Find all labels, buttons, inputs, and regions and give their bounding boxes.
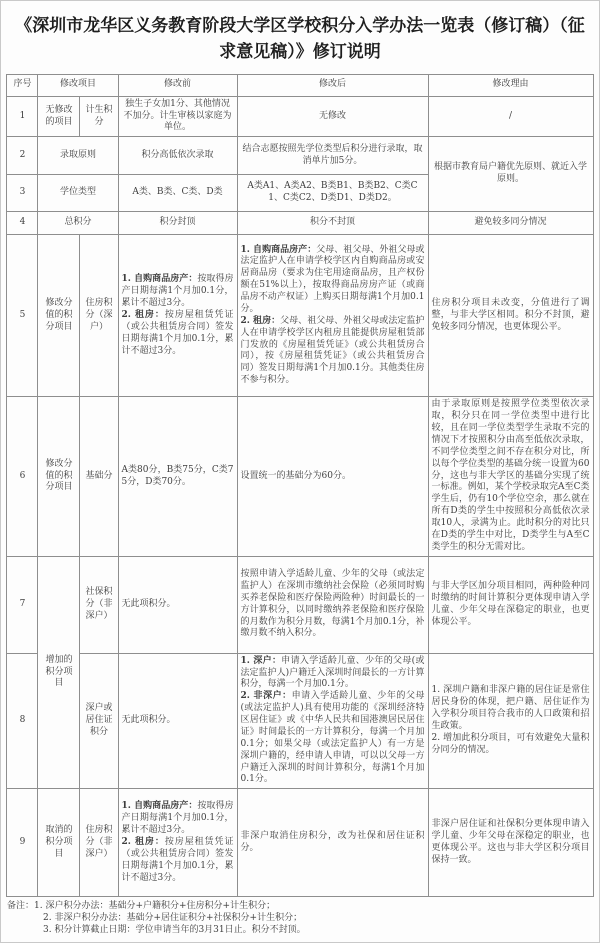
cell-group: 修改分值的积分项目 <box>38 397 80 556</box>
header-after: 修改后 <box>237 74 428 96</box>
cell-before: 无此项积分。 <box>118 653 237 789</box>
point-text: 按取得房产日期每满1个月加0.1分，累计不超过3分。 <box>121 274 234 308</box>
cell-after: 按照申请入学适龄儿童、少年的父母（或法定监护人）在深圳市缴纳社会保险（必须同时购买养老保险和医疗保险两险种）时间最长的一方计算积分，以同时缴纳养老保险和医疗保险的月数作为积分月数，每满1个月加0.1分，补缴月数不纳入积分。 <box>237 556 428 653</box>
table-row-1 <box>7 96 593 137</box>
point-text: 申请入学适龄儿童、少年的父母(或法定监护人)户籍迁入深圳时间最长的一方计算积分，每满一个月加0.1分。 <box>240 655 425 690</box>
point-lead: 2. 租房： <box>121 309 165 320</box>
cell-after: 结合志愿按照先学位类型后积分进行录取，取消单片加5分。 <box>237 137 428 175</box>
point-lead: 2. 非深户： <box>240 691 292 702</box>
cell-reason-shared: 根据市教育局户籍优先原则、就近入学原则。 <box>428 137 593 212</box>
cell-reason: 非深户居住证和社保积分更体现申请入学儿童、少年父母在深稳定的职业，也更体现公平。这也与非大学区积分项目保持一致。 <box>428 789 593 897</box>
cell-before: 积分封顶 <box>118 212 237 235</box>
cell-reason: 与非大学区加分项目相同，两种险种同时缴纳的时间计算积分更体现申请入学儿童、少年父母在深稳定的职业，也更体现公平。 <box>428 556 593 653</box>
note-line-3: 3. 积分计算截止日期：学位申请当年的3月31日止。积分不封顶。 <box>43 924 306 935</box>
cell-before: 积分高低依次录取 <box>118 137 237 175</box>
table-row-6 <box>7 397 593 556</box>
point-lead: 1. 自购商品房产： <box>121 801 198 812</box>
before-point-2 <box>122 310 234 358</box>
page-title: 《深圳市龙华区义务教育阶段大学区学校积分入学办法一览表（修订稿）（征求意见稿）》修订说明 <box>15 16 585 63</box>
header-no: 序号 <box>7 74 38 96</box>
table-row-7 <box>7 556 593 653</box>
header-before: 修改前 <box>118 74 237 96</box>
table-row-8 <box>7 653 593 789</box>
cell-before: A类、B类、C类、D类 <box>118 175 237 212</box>
note-line-1: 备注：1. 深户积分办法：基础分+户籍积分+住房积分+计生积分； <box>7 901 276 912</box>
cell-before: 独生子女加1分、其他情况不加分。计生审核以家庭为单位。 <box>118 96 237 137</box>
point-lead: 2. 租房： <box>240 315 281 326</box>
cell-after: A类A1、A类A2、B类B1、B类B2、C类C1、C类C2、D类D1、D类D2。 <box>237 175 428 212</box>
cell-sub-item: 社保积分（非深户） <box>80 556 118 653</box>
cell-no: 4 <box>7 212 38 235</box>
cell-reason: 避免较多同分情况 <box>428 212 593 235</box>
cell-sub-item: 计生积分 <box>80 96 118 137</box>
cell-after: 非深户取消住房积分，改为社保和居住证积分。 <box>237 789 428 897</box>
cell-no: 6 <box>7 397 38 556</box>
cell-item: 总积分 <box>38 212 118 235</box>
before-point-2 <box>122 837 234 885</box>
cell-before: A类80分，B类75分，C类75分，D类70分。 <box>118 397 237 556</box>
point-text: 申请入学适龄儿童、少年的父母(或法定监护人)具有使用功能的《深圳经济特区居住证》或《中华人民共和国港澳居民居住证》时间最长的一方计算积分，每满一个月加0.1分；如果父母（或法定监护人）有一方是深圳户籍的，经申请人申请，可以以父母一方户籍迁入深圳的时间计算积分，每满1个月加0.1分。 <box>240 691 425 785</box>
point-lead: 1. 深户： <box>240 655 282 666</box>
reason-point-2: 2. 增加此积分项目，可有效避免大量积分同分的情况。 <box>431 732 590 755</box>
cell-no: 7 <box>7 556 38 653</box>
point-lead: 1. 自购商品房产： <box>121 274 198 285</box>
cell-sub-item: 住房积分（非深户） <box>80 789 118 897</box>
header-reason: 修改理由 <box>428 74 593 96</box>
point-text: 父母、祖父母、外祖父母或法定监护人在申请学校学区内租房且能提供房屋租赁部门发放的《房屋租赁凭证》（或公共租赁房合同），按《房屋租赁凭证》（或公共租赁房合同）签发日期每满1个月加0.1分。其他类住房不参与积分。 <box>240 315 425 386</box>
note-line-2: 2. 非深户积分办法：基础分+居住证积分+社保积分+计生积分； <box>43 913 303 923</box>
cell-reason: / <box>428 96 593 137</box>
cell-item: 录取原则 <box>38 137 118 175</box>
cell-reason: 住房积分项目未改变，分值进行了调整，与非大学区相同。积分不封顶，避免较多同分情况，也更体现公平。 <box>428 235 593 397</box>
cell-no: 5 <box>7 235 38 397</box>
table-row-2 <box>7 137 593 175</box>
point-text: 按取得房产日期每满1个月加0.1分，累计不超过3分。 <box>121 801 234 835</box>
point-text: 父母、祖父母、外祖父母或法定监护人在申请学校学区内自购商品房或安居商品房（要求为住宅用途商品房，且产权份额在51%以上），按取得商品房房产证（或商品房不动产权证）上购买日期每满1个月加0.1分。 <box>240 244 425 314</box>
cell-no: 3 <box>7 175 38 212</box>
cell-sub-item: 住房积分（深户） <box>80 235 118 397</box>
cell-after: 积分不封顶 <box>237 212 428 235</box>
after-point-2 <box>241 691 425 786</box>
table-row-4 <box>7 212 593 235</box>
footnotes <box>7 901 593 936</box>
point-text: 按房屋租赁凭证（或公共租赁房合同）签发日期每满1个月加0.1分，累计不超过3分。 <box>121 836 234 883</box>
point-text: 按房屋租赁凭证（或公共租赁房合同）签发日期每满1个月加0.1分，累计不超过3分。 <box>121 309 234 356</box>
after-point-2 <box>241 316 425 387</box>
cell-sub-item: 基础分 <box>80 397 118 556</box>
cell-before <box>118 235 237 397</box>
cell-no: 1 <box>7 96 38 137</box>
cell-after: 无修改 <box>237 96 428 137</box>
cell-group: 无修改的项目 <box>38 96 80 137</box>
point-lead: 1. 自购商品房产： <box>240 244 317 255</box>
after-point-1 <box>241 245 425 316</box>
table-header-row <box>7 74 593 96</box>
before-point-1 <box>122 274 234 310</box>
cell-reason: 由于录取原则是按照学位类型依次录取，积分只在同一学位类型中进行比较，且在同一学位类型学生录取不完的情况下才按照积分由高至低依次录取，不同学位类型之间不存在积分对比，所以每个学位类型的基础分统一设置为60分，这也与非大学区的基础分实现了统一标准。例如，某个学校录取完A至C类学生后，仍有10个学位空余，那么就在所有D类的学生中按照积分高低依次录取10人，录满为止。此时积分的对比只在D类的学生中对比，D类学生与A至C类学生的积分无需对比。 <box>428 397 593 556</box>
cell-before: 无此项积分。 <box>118 556 237 653</box>
cell-before <box>118 789 237 897</box>
point-lead: 2. 租房： <box>121 836 165 847</box>
cell-after <box>237 653 428 789</box>
cell-sub-item: 深户或居住证积分 <box>80 653 118 789</box>
after-point-1 <box>241 656 425 692</box>
table-row-5 <box>7 235 593 397</box>
cell-no: 9 <box>7 789 38 897</box>
cell-no: 2 <box>7 137 38 175</box>
cell-item: 学位类型 <box>38 175 118 212</box>
cell-group-added-items: 增加的积分项目 <box>38 556 80 789</box>
reason-point-1: 1. 深圳户籍和非深户籍的居住证是常住居民身份的体现，把户籍、居住证作为入学积分项目符合我市的人口政策和招生政策。 <box>431 685 590 731</box>
cell-after <box>237 235 428 397</box>
cell-no: 8 <box>7 653 38 789</box>
before-point-1 <box>122 801 234 837</box>
table-row-9 <box>7 789 593 897</box>
cell-group: 取消的积分项目 <box>38 789 80 897</box>
cell-group: 修改分值的积分项目 <box>38 235 80 397</box>
cell-reason <box>428 653 593 789</box>
header-item: 修改项目 <box>38 74 118 96</box>
revision-table <box>6 74 593 898</box>
cell-after: 设置统一的基础分为60分。 <box>237 397 428 556</box>
